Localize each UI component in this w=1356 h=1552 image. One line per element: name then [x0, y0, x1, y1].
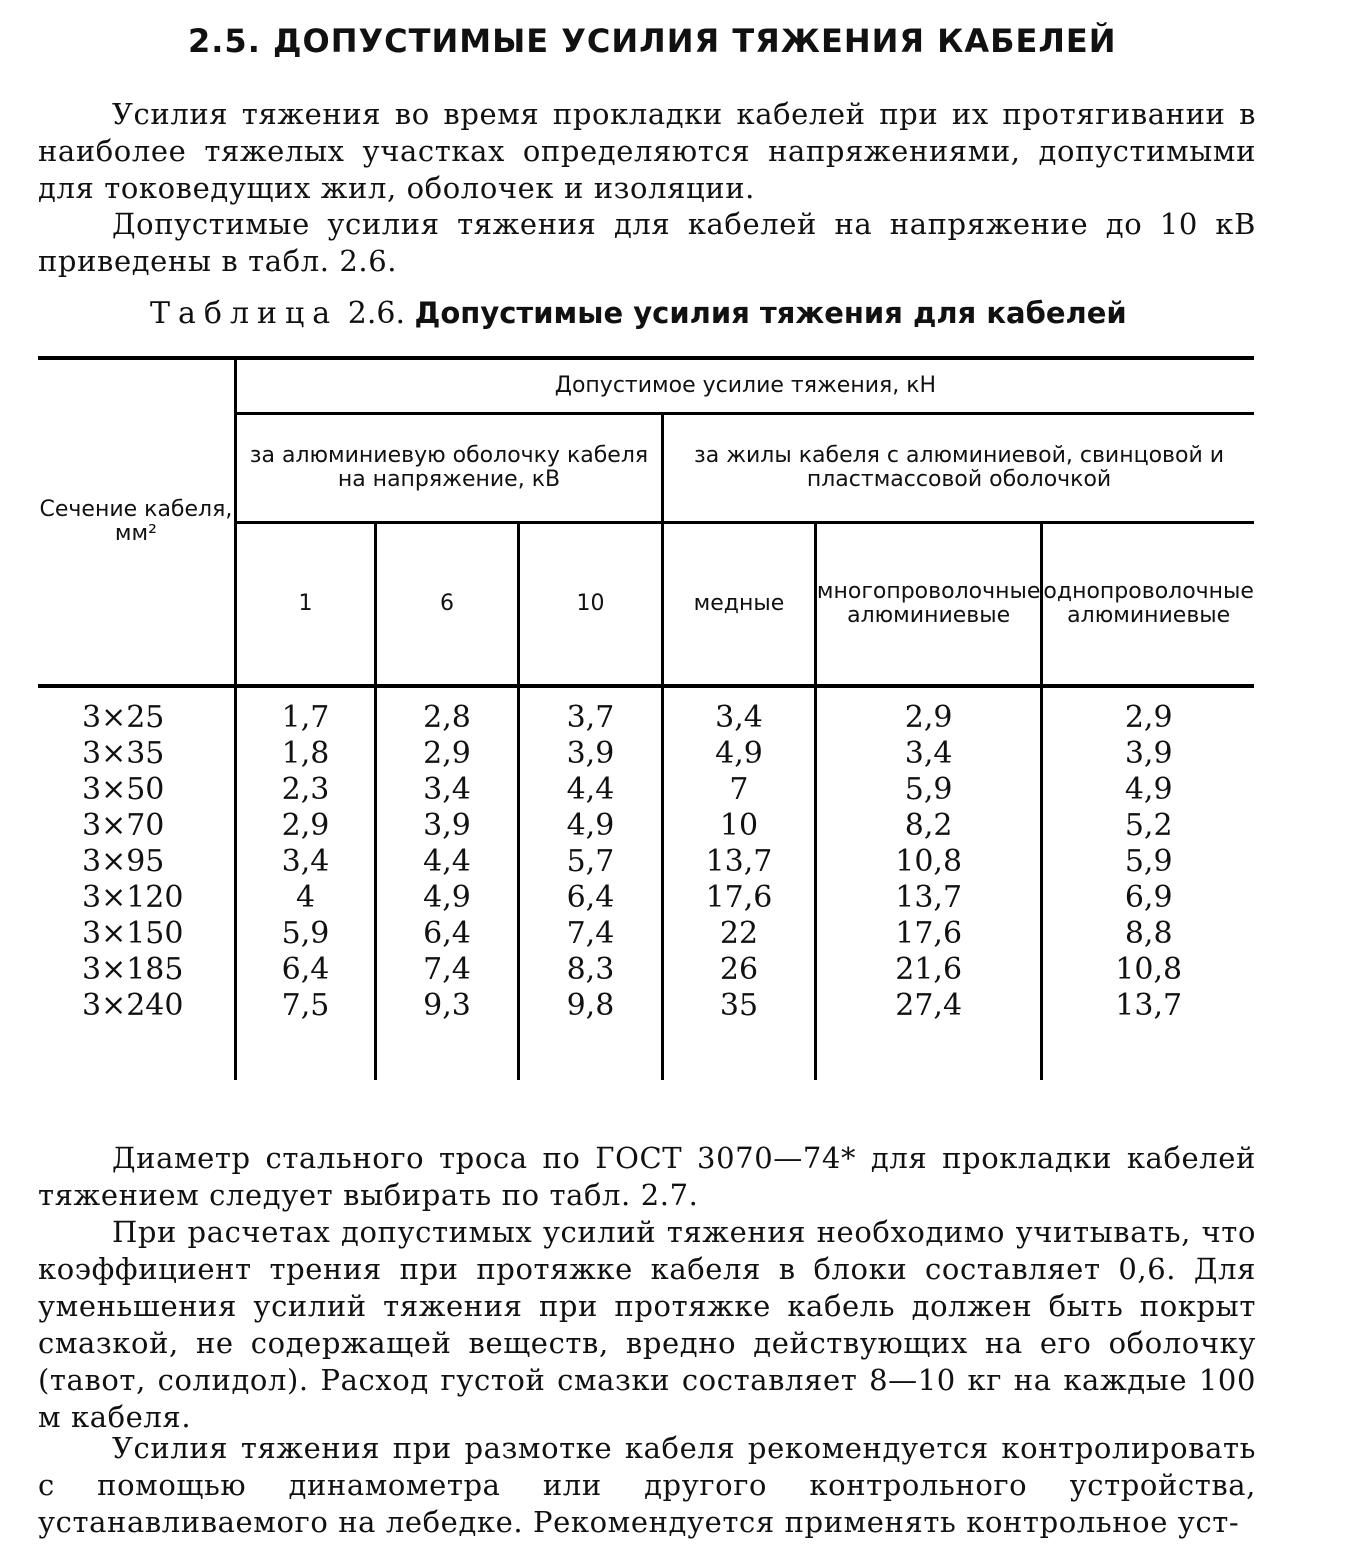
tension-value-cell: 10,8	[895, 844, 963, 879]
paragraph: Усилия тяжения во время прокладки кабелей при их протягивании в наиболее тяжелых участках определяются напряжениями, допустимыми для токоведущих жил, оболочек и изоляции.	[38, 97, 1256, 205]
tension-value-cell: 3,7	[566, 700, 615, 735]
tension-value-cell: 5,9	[904, 772, 953, 807]
tension-value-cell: 2,9	[281, 808, 330, 843]
tension-value-cell: 6,9	[1124, 880, 1173, 915]
cable-section-cell: 3×50	[82, 772, 165, 807]
column-values	[518, 686, 662, 1080]
table-caption-word: Таблица	[150, 296, 339, 331]
tension-value-cell: 8,2	[904, 808, 953, 843]
tension-value-cell: 1,8	[281, 736, 330, 771]
tension-value-cell: 7	[729, 772, 749, 807]
tension-value-cell: 27,4	[895, 988, 963, 1023]
tension-value-cell: 3,9	[566, 736, 615, 771]
cable-section-cell: 3×240	[82, 988, 184, 1023]
tension-value-cell: 2,9	[423, 736, 471, 771]
column-header: многопроволочные алюминиевые	[815, 523, 1042, 687]
tension-value-cell: 9,8	[566, 988, 615, 1023]
tension-value-cell: 5,9	[281, 916, 330, 951]
tension-value-cell: 6,4	[423, 916, 471, 951]
tension-value-cell: 6,4	[566, 880, 615, 915]
tension-value-cell: 8,3	[566, 952, 615, 987]
tension-value-cell: 4	[295, 880, 316, 915]
table-body-row	[38, 686, 1254, 1080]
table-caption	[150, 296, 1127, 331]
cable-section-cell: 3×25	[82, 700, 165, 735]
header-section: Сечение кабеля, мм²	[38, 358, 235, 686]
tension-value-cell: 7,4	[566, 916, 615, 951]
tension-value-cell: 4,4	[566, 772, 615, 807]
cable-section-cell: 3×150	[82, 916, 184, 951]
tension-value-cell: 4,4	[423, 844, 471, 879]
tension-value-cell: 7,4	[423, 952, 471, 987]
section-title: 2.5. ДОПУСТИМЫЕ УСИЛИЯ ТЯЖЕНИЯ КАБЕЛЕЙ	[188, 22, 1117, 60]
column-header: 1	[235, 523, 375, 687]
table-caption-title: Допустимые усилия тяжения для кабелей	[414, 296, 1127, 330]
tension-value-cell: 4,9	[423, 880, 471, 915]
tension-value-cell: 3,4	[715, 700, 763, 735]
tension-value-cell: 3,4	[423, 772, 471, 807]
cable-section-cell: 3×120	[82, 880, 184, 915]
tension-value-cell: 13,7	[705, 844, 773, 879]
tension-value-cell: 13,7	[895, 880, 963, 915]
tension-value-cell: 6,4	[281, 952, 330, 987]
paragraph: Усилия тяжения при размотке кабеля рекомендуется контролировать с помощью динамометра или другого контрольного устройства, устанавливаемого на лебедке. Рекомендуется применять контрольное уст-	[38, 1431, 1256, 1539]
column-header: однопроволочные алюминиевые	[1042, 523, 1254, 687]
cable-section-cell: 3×185	[82, 952, 184, 987]
paragraph: Допустимые усилия тяжения для кабелей на напряжение до 10 кВ приведены в табл. 2.6.	[38, 207, 1256, 278]
tension-value-cell: 4,9	[1124, 772, 1173, 807]
tension-value-cell: 13,7	[1115, 988, 1183, 1023]
tension-value-cell: 7,5	[281, 988, 330, 1023]
column-values	[1042, 686, 1254, 1080]
tension-value-cell: 3,9	[423, 808, 471, 843]
table-caption-number: 2.6.	[347, 296, 405, 331]
tension-value-cell: 2,3	[281, 772, 330, 807]
tension-value-cell: 10,8	[1115, 952, 1183, 987]
cable-tension-table	[38, 356, 1254, 1080]
header-main: Допустимое усилие тяжения, кН	[235, 358, 1254, 414]
column-header: 6	[376, 523, 519, 687]
cable-section-cell: 3×70	[82, 808, 165, 843]
tension-value-cell: 35	[719, 988, 759, 1023]
paragraph: При расчетах допустимых усилий тяжения необходимо учитывать, что коэффициент трения при протяжке кабеля в блоки составляет 0,6. Для уменьшения усилий тяжения при протяжке кабель должен быть покрыт смазкой, не содержащей веществ, вредно действующих на его оболочку (тавот, солидол). Расход густой смазки составляет 8—10 кг на каждые 100 м кабеля.	[38, 1215, 1256, 1434]
column-header: медные	[663, 523, 816, 687]
tension-value-cell: 5,9	[1124, 844, 1173, 879]
column-values	[663, 686, 816, 1080]
tension-value-cell: 3,4	[281, 844, 330, 879]
tension-value-cell: 21,6	[895, 952, 963, 987]
tension-value-cell: 5,2	[1124, 808, 1173, 843]
paragraph: Диаметр стального троса по ГОСТ 3070—74* для прокладки кабелей тяжением следует выбирать по табл. 2.7.	[38, 1141, 1256, 1212]
cable-section-cell: 3×35	[82, 736, 165, 771]
column-values	[376, 686, 519, 1080]
tension-value-cell: 22	[719, 916, 759, 951]
cable-section-cell: 3×95	[82, 844, 165, 879]
tension-value-cell: 8,8	[1124, 916, 1173, 951]
tension-value-cell: 2,9	[1124, 700, 1173, 735]
tension-value-cell: 17,6	[705, 880, 773, 915]
tension-value-cell: 3,9	[1124, 736, 1173, 771]
tension-value-cell: 5,7	[566, 844, 615, 879]
column-section-values	[38, 686, 235, 1080]
tension-value-cell: 1,7	[281, 700, 330, 735]
tension-value-cell: 10	[719, 808, 759, 843]
tension-value-cell: 9,3	[423, 988, 471, 1023]
tension-value-cell: 26	[719, 952, 759, 987]
header-group-sheath: за алюминиевую оболочку кабеля на напряжение, кВ	[235, 414, 662, 523]
column-values	[815, 686, 1042, 1080]
header-group-cores: за жилы кабеля с алюминиевой, свинцовой и пластмассовой оболочкой	[663, 414, 1254, 523]
tension-value-cell: 2,9	[904, 700, 953, 735]
tension-value-cell: 17,6	[895, 916, 963, 951]
tension-value-cell: 3,4	[904, 736, 953, 771]
tension-value-cell: 2,8	[423, 700, 471, 735]
column-values	[235, 686, 375, 1080]
tension-value-cell: 4,9	[566, 808, 615, 843]
tension-value-cell: 4,9	[715, 736, 763, 771]
column-header: 10	[518, 523, 662, 687]
